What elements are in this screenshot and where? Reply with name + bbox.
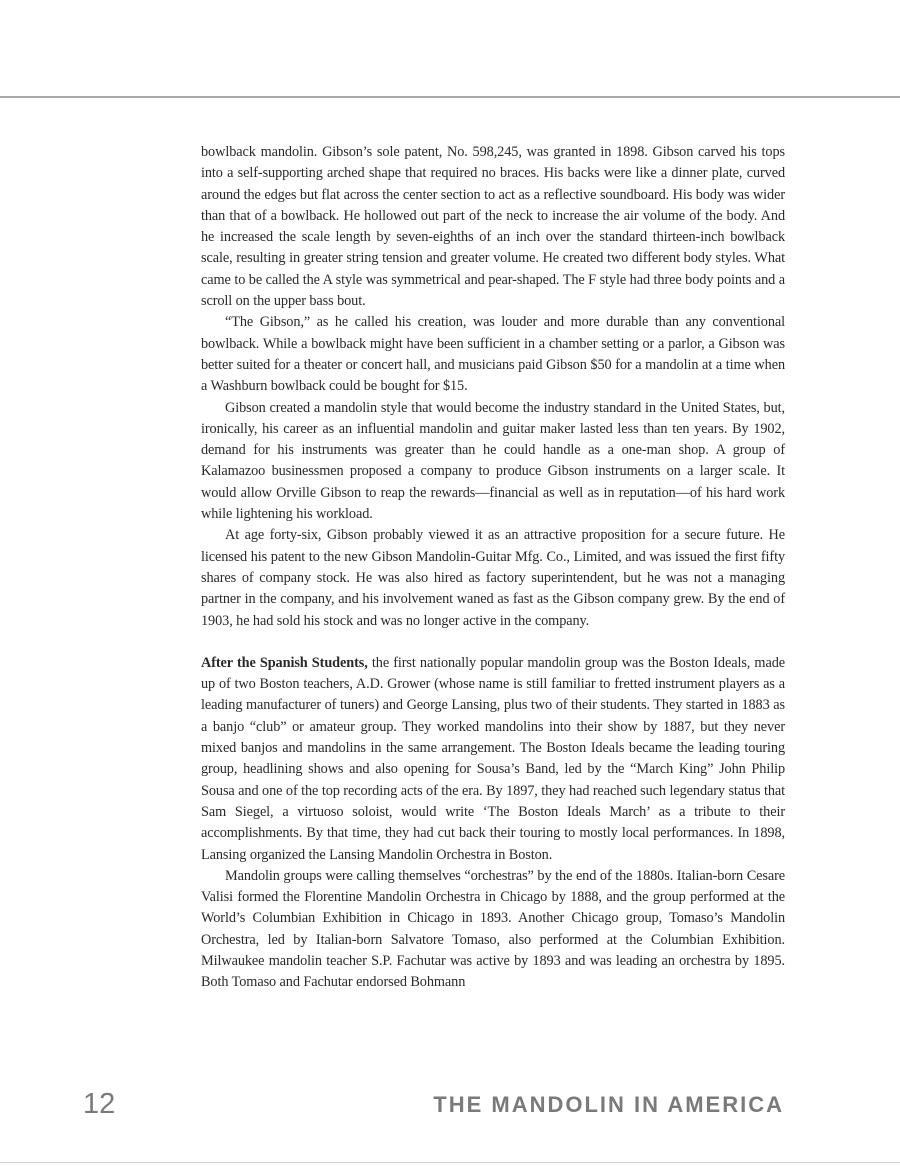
header-rule bbox=[0, 96, 900, 98]
paragraph-boston-ideals bbox=[201, 653, 785, 866]
paragraph-gibson-patent: bowlback mandolin. Gibson’s sole patent, No. 598,245, was granted in 1898. Gibson carved his tops into a self-supporting arched shape that required no braces. His backs were like a dinner plate, curved around the edges but flat across the center section to act as a reflective soundboard. His body was wider than that of a bowlback. He hollowed out part of the neck to increase the air volume of the body. And he increased the scale length by seven-eighths of an inch over the standard thirteen-inch bowlback scale, resulting in greater string tension and greater volume. He created two different body styles. What came to be called the A style was symmetrical and pear-shaped. The F style had three body points and a scroll on the upper bass bout. bbox=[201, 144, 785, 310]
footer-rule bbox=[0, 1162, 900, 1163]
paragraph-mandolin-orchestras: Mandolin groups were calling themselves “orchestras” by the end of the 1880s. Italian-born Cesare Valisi formed the Florentine Mandolin Orchestra in Chicago by 1888, and the group performed at the World’s Columbian Exhibition in Chicago in 1893. Another Chicago group, Tomaso’s Mandolin Orchestra, led by Italian-born Salvatore Tomaso, also performed at the Columbian Exhibition. Milwaukee mandolin teacher S.P. Fachutar was active by 1893 and was leading an orchestra by 1895. Both Tomaso and Fachutar endorsed Bohmann bbox=[201, 867, 785, 991]
paragraph-industry-standard: Gibson created a mandolin style that would become the industry standard in the United States, but, ironically, his career as an influential mandolin and guitar maker lasted less than ten years. By 1902, demand for his instruments was greater than he could handle as a one-man shop. A group of Kalamazoo businessmen proposed a company to produce Gibson instruments on a larger scale. It would allow Orville Gibson to reap the rewards—financial as well as in reputation—of his hard work while lightening his workload. bbox=[201, 399, 785, 523]
book-title: THE MANDOLIN IN AMERICA bbox=[433, 1092, 784, 1117]
paragraph-the-gibson: “The Gibson,” as he called his creation, was louder and more durable than any conventional bowlback. While a bowlback might have been sufficient in a chamber setting or a parlor, a Gibson was better suited for a theater or concert hall, and musicians paid Gibson $50 for a mandolin at a time when a Washburn bowlback could be bought for $15. bbox=[201, 314, 785, 395]
paragraph-boston-ideals-text: the first nationally popular mandolin group was the Boston Ideals, made up of two Boston teachers, A.D. Grower (whose name is still familiar to fretted instrument players as a leading manufacturer of tuners) and George Lansing, plus two of their students. They started in 1883 as a banjo “club” or amateur group. They worked mandolins into their show by 1887, but they never mixed banjos and mandolins in the same arrangement. The Boston Ideals became the leading touring group, headlining shows and also opening for Sousa’s Band, led by the “March King” John Philip Sousa and one of the top recording acts of the era. By 1897, they had reached such legendary status that Sam Siegel, a virtuoso soloist, would write ‘The Boston Ideals March’ as a tribute to their accomplishments. By that time, they had cut back their touring to mostly local performances. In 1898, Lansing organized the Lansing Mandolin Orchestra in Boston. bbox=[201, 654, 785, 863]
page-number: 12 bbox=[83, 1088, 116, 1120]
page-body bbox=[201, 142, 785, 994]
paragraph-age-forty-six: At age forty-six, Gibson probably viewed it as an attractive proposition for a secure future. He licensed his patent to the new Gibson Mandolin-Guitar Mfg. Co., Limited, and was issued the first fifty shares of company stock. He was also hired as factory superintendent, but he was not a managing partner in the company, and his involvement waned as fast as the Gibson company grew. By the end of 1903, he had sold his stock and was no longer active in the company. bbox=[201, 527, 785, 629]
section-lead-in: After the Spanish Students, bbox=[201, 654, 368, 671]
